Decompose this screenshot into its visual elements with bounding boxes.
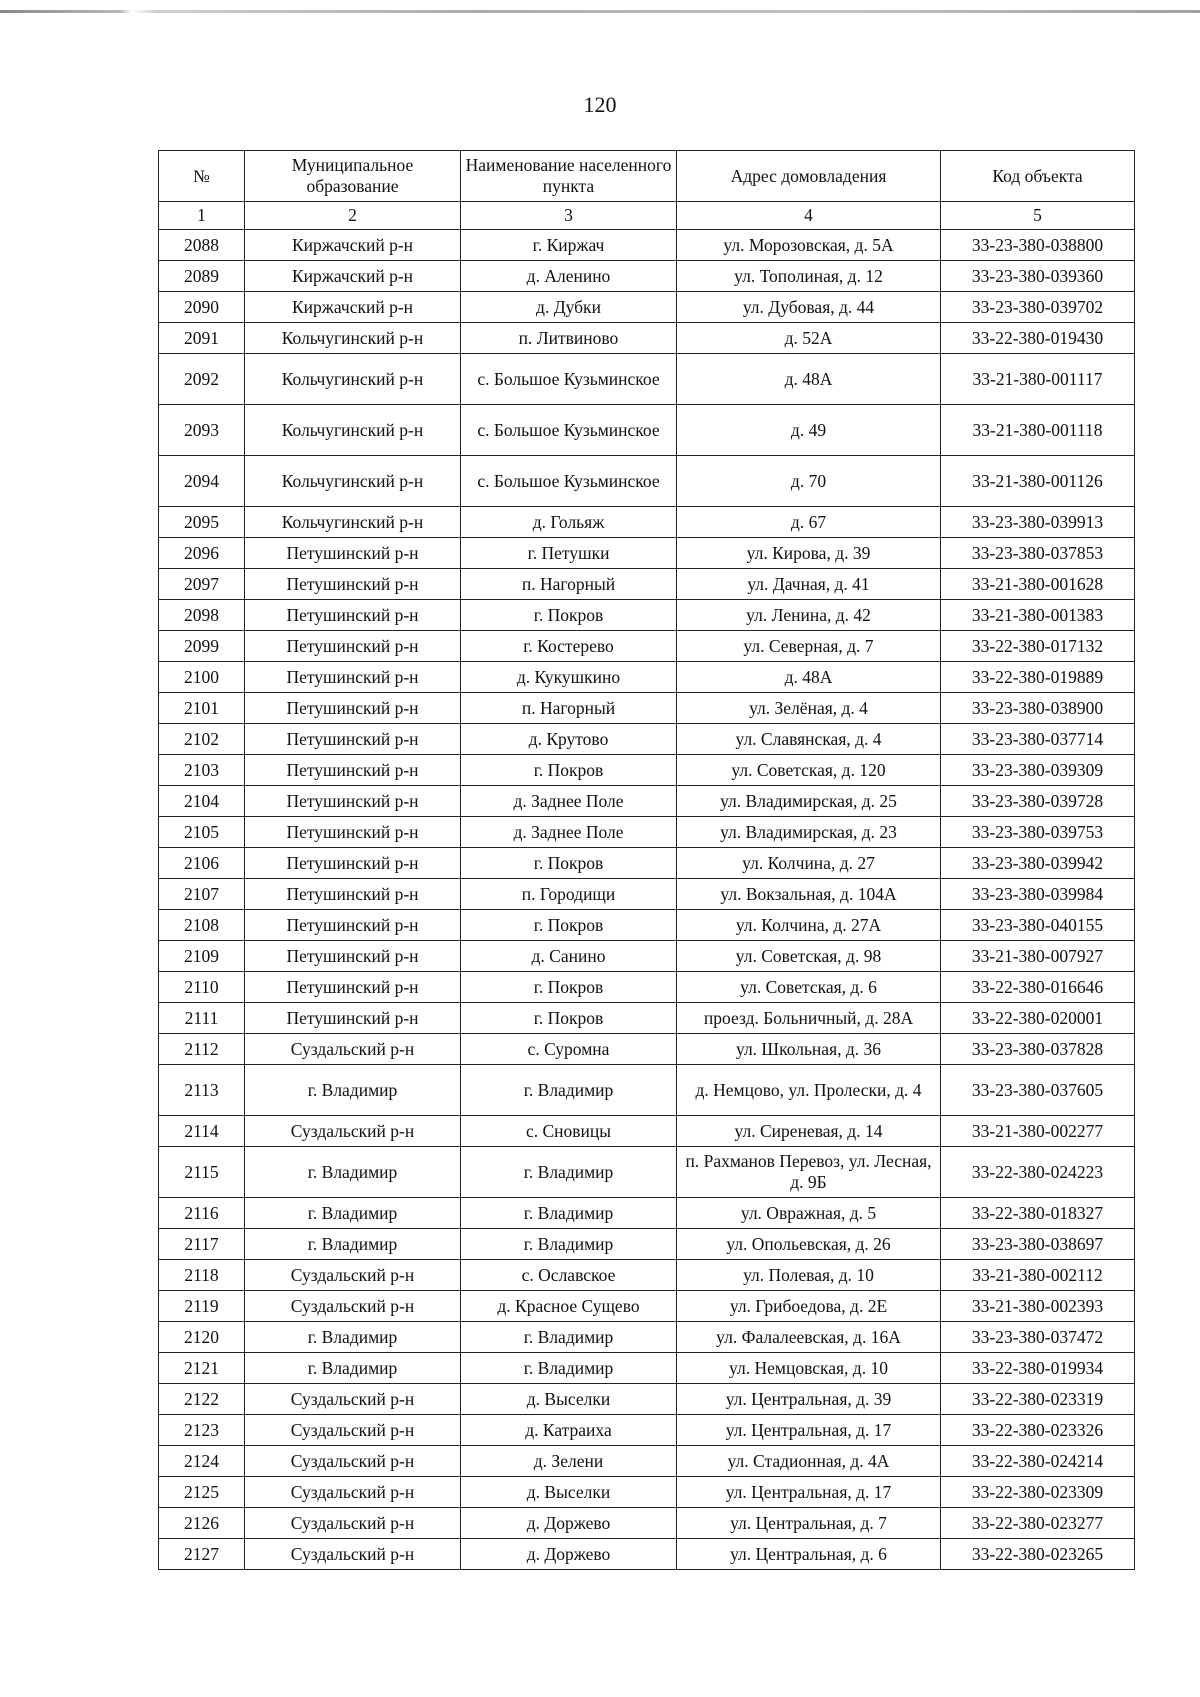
cell-object-code: 33-23-380-039309 [941, 755, 1135, 786]
table-header-row [159, 151, 1135, 202]
cell-settlement: д. Выселки [461, 1384, 677, 1415]
cell-address: д. 70 [677, 456, 941, 507]
cell-object-code: 33-23-380-037714 [941, 724, 1135, 755]
cell-object-code: 33-23-380-039360 [941, 261, 1135, 292]
cell-number: 2091 [159, 323, 245, 354]
table-row [159, 1065, 1135, 1116]
cell-object-code: 33-21-380-007927 [941, 941, 1135, 972]
table-row [159, 786, 1135, 817]
cell-municipality: Суздальский р-н [245, 1384, 461, 1415]
cell-object-code: 33-22-380-023265 [941, 1539, 1135, 1570]
cell-settlement: д. Гольяж [461, 507, 677, 538]
cell-object-code: 33-21-380-002277 [941, 1116, 1135, 1147]
cell-object-code: 33-23-380-037605 [941, 1065, 1135, 1116]
cell-municipality: Петушинский р-н [245, 662, 461, 693]
cell-number: 2111 [159, 1003, 245, 1034]
cell-municipality: г. Владимир [245, 1322, 461, 1353]
table-row [159, 1322, 1135, 1353]
cell-address: д. Немцово, ул. Пролески, д. 4 [677, 1065, 941, 1116]
table-row [159, 662, 1135, 693]
cell-settlement: д. Аленино [461, 261, 677, 292]
cell-number: 2105 [159, 817, 245, 848]
cell-object-code: 33-22-380-017132 [941, 631, 1135, 662]
cell-settlement: с. Большое Кузьминское [461, 456, 677, 507]
cell-settlement: д. Доржево [461, 1539, 677, 1570]
cell-number: 2113 [159, 1065, 245, 1116]
table-row [159, 1291, 1135, 1322]
cell-number: 2099 [159, 631, 245, 662]
cell-object-code: 33-23-380-039728 [941, 786, 1135, 817]
cell-settlement: г. Петушки [461, 538, 677, 569]
cell-number: 2090 [159, 292, 245, 323]
cell-municipality: Суздальский р-н [245, 1508, 461, 1539]
cell-address: ул. Северная, д. 7 [677, 631, 941, 662]
cell-number: 2126 [159, 1508, 245, 1539]
cell-settlement: д. Дубки [461, 292, 677, 323]
cell-settlement: д. Зелени [461, 1446, 677, 1477]
cell-municipality: Кольчугинский р-н [245, 456, 461, 507]
cell-municipality: Киржачский р-н [245, 230, 461, 261]
cell-address: ул. Кирова, д. 39 [677, 538, 941, 569]
cell-municipality: Суздальский р-н [245, 1291, 461, 1322]
table-row [159, 569, 1135, 600]
cell-municipality: Суздальский р-н [245, 1415, 461, 1446]
cell-number: 2109 [159, 941, 245, 972]
cell-object-code: 33-23-380-039913 [941, 507, 1135, 538]
cell-number: 2115 [159, 1147, 245, 1198]
cell-municipality: Петушинский р-н [245, 569, 461, 600]
cell-address: ул. Немцовская, д. 10 [677, 1353, 941, 1384]
cell-municipality: г. Владимир [245, 1229, 461, 1260]
cell-address: ул. Фалалеевская, д. 16А [677, 1322, 941, 1353]
table-row [159, 292, 1135, 323]
cell-settlement: п. Литвиново [461, 323, 677, 354]
table-row [159, 1260, 1135, 1291]
cell-number: 2098 [159, 600, 245, 631]
cell-address: ул. Центральная, д. 6 [677, 1539, 941, 1570]
table-row [159, 1147, 1135, 1198]
cell-object-code: 33-22-380-023319 [941, 1384, 1135, 1415]
cell-object-code: 33-22-380-023326 [941, 1415, 1135, 1446]
cell-settlement: с. Большое Кузьминское [461, 405, 677, 456]
cell-number: 2088 [159, 230, 245, 261]
cell-number: 2122 [159, 1384, 245, 1415]
table-row [159, 1229, 1135, 1260]
cell-municipality: Петушинский р-н [245, 755, 461, 786]
cell-municipality: Киржачский р-н [245, 261, 461, 292]
cell-object-code: 33-22-380-023309 [941, 1477, 1135, 1508]
page-number: 120 [583, 92, 617, 117]
cell-settlement: д. Катраиха [461, 1415, 677, 1446]
cell-address: ул. Вокзальная, д. 104А [677, 879, 941, 910]
cell-municipality: Петушинский р-н [245, 538, 461, 569]
table-row [159, 724, 1135, 755]
cell-object-code: 33-22-380-019889 [941, 662, 1135, 693]
cell-number: 2107 [159, 879, 245, 910]
table-row [159, 848, 1135, 879]
table-row [159, 1003, 1135, 1034]
cell-number: 2112 [159, 1034, 245, 1065]
table-row [159, 817, 1135, 848]
cell-address: ул. Славянская, д. 4 [677, 724, 941, 755]
cell-number: 2104 [159, 786, 245, 817]
column-number: 3 [461, 202, 677, 230]
cell-municipality: г. Владимир [245, 1198, 461, 1229]
cell-municipality: г. Владимир [245, 1353, 461, 1384]
cell-number: 2114 [159, 1116, 245, 1147]
cell-settlement: д. Красное Сущево [461, 1291, 677, 1322]
cell-address: ул. Владимирская, д. 25 [677, 786, 941, 817]
column-number: 5 [941, 202, 1135, 230]
table-row [159, 910, 1135, 941]
cell-settlement: г. Покров [461, 600, 677, 631]
cell-address: д. 49 [677, 405, 941, 456]
cell-settlement: п. Нагорный [461, 693, 677, 724]
column-number: 1 [159, 202, 245, 230]
cell-number: 2118 [159, 1260, 245, 1291]
cell-address: ул. Сиреневая, д. 14 [677, 1116, 941, 1147]
cell-address: ул. Колчина, д. 27 [677, 848, 941, 879]
cell-object-code: 33-21-380-001383 [941, 600, 1135, 631]
cell-address: ул. Дачная, д. 41 [677, 569, 941, 600]
cell-address: ул. Центральная, д. 17 [677, 1415, 941, 1446]
cell-address: ул. Овражная, д. 5 [677, 1198, 941, 1229]
cell-address: ул. Опольевская, д. 26 [677, 1229, 941, 1260]
cell-municipality: Суздальский р-н [245, 1477, 461, 1508]
table-row [159, 507, 1135, 538]
table-row [159, 1034, 1135, 1065]
cell-number: 2106 [159, 848, 245, 879]
cell-address: ул. Советская, д. 98 [677, 941, 941, 972]
cell-settlement: с. Большое Кузьминское [461, 354, 677, 405]
cell-object-code: 33-21-380-002112 [941, 1260, 1135, 1291]
cell-number: 2123 [159, 1415, 245, 1446]
cell-municipality: Суздальский р-н [245, 1446, 461, 1477]
cell-municipality: Петушинский р-н [245, 724, 461, 755]
cell-municipality: Петушинский р-н [245, 631, 461, 662]
table-row [159, 1539, 1135, 1570]
cell-settlement: г. Покров [461, 910, 677, 941]
cell-municipality: Петушинский р-н [245, 879, 461, 910]
cell-settlement: г. Владимир [461, 1322, 677, 1353]
table-row [159, 879, 1135, 910]
table-row [159, 1446, 1135, 1477]
cell-number: 2121 [159, 1353, 245, 1384]
cell-object-code: 33-23-380-040155 [941, 910, 1135, 941]
cell-settlement: г. Покров [461, 1003, 677, 1034]
table-row [159, 538, 1135, 569]
cell-settlement: г. Киржач [461, 230, 677, 261]
cell-number: 2103 [159, 755, 245, 786]
table-row [159, 1384, 1135, 1415]
cell-number: 2125 [159, 1477, 245, 1508]
header-settlement: Наименование населенного пункта [461, 151, 677, 202]
cell-object-code: 33-22-380-016646 [941, 972, 1135, 1003]
column-number: 4 [677, 202, 941, 230]
cell-object-code: 33-22-380-024223 [941, 1147, 1135, 1198]
cell-settlement: г. Покров [461, 972, 677, 1003]
cell-settlement: д. Крутово [461, 724, 677, 755]
cell-municipality: Петушинский р-н [245, 786, 461, 817]
table-row [159, 1198, 1135, 1229]
cell-settlement: д. Выселки [461, 1477, 677, 1508]
table-row [159, 230, 1135, 261]
cell-object-code: 33-21-380-001118 [941, 405, 1135, 456]
header-municipality: Муниципальное образование [245, 151, 461, 202]
cell-settlement: д. Кукушкино [461, 662, 677, 693]
cell-number: 2110 [159, 972, 245, 1003]
cell-object-code: 33-21-380-001628 [941, 569, 1135, 600]
cell-municipality: Суздальский р-н [245, 1116, 461, 1147]
cell-municipality: Петушинский р-н [245, 941, 461, 972]
cell-object-code: 33-23-380-037828 [941, 1034, 1135, 1065]
header-number: № [159, 151, 245, 202]
scan-edge-line [0, 10, 1200, 13]
cell-settlement: п. Городищи [461, 879, 677, 910]
column-number-row [159, 202, 1135, 230]
cell-number: 2097 [159, 569, 245, 600]
cell-number: 2119 [159, 1291, 245, 1322]
cell-address: ул. Дубовая, д. 44 [677, 292, 941, 323]
cell-address: ул. Зелёная, д. 4 [677, 693, 941, 724]
cell-municipality: Суздальский р-н [245, 1539, 461, 1570]
cell-municipality: Петушинский р-н [245, 817, 461, 848]
table-row [159, 693, 1135, 724]
cell-address: ул. Советская, д. 6 [677, 972, 941, 1003]
cell-municipality: Петушинский р-н [245, 910, 461, 941]
cell-address: ул. Грибоедова, д. 2Е [677, 1291, 941, 1322]
table-row [159, 1508, 1135, 1539]
cell-address: ул. Советская, д. 120 [677, 755, 941, 786]
cell-municipality: Кольчугинский р-н [245, 507, 461, 538]
cell-municipality: Петушинский р-н [245, 1003, 461, 1034]
cell-object-code: 33-22-380-019934 [941, 1353, 1135, 1384]
cell-address: ул. Ленина, д. 42 [677, 600, 941, 631]
cell-settlement: г. Покров [461, 755, 677, 786]
cell-address: ул. Тополиная, д. 12 [677, 261, 941, 292]
cell-settlement: г. Владимир [461, 1198, 677, 1229]
cell-address: ул. Колчина, д. 27А [677, 910, 941, 941]
cell-object-code: 33-22-380-024214 [941, 1446, 1135, 1477]
cell-settlement: с. Ославское [461, 1260, 677, 1291]
cell-object-code: 33-21-380-002393 [941, 1291, 1135, 1322]
cell-municipality: Петушинский р-н [245, 972, 461, 1003]
cell-settlement: г. Владимир [461, 1353, 677, 1384]
cell-object-code: 33-21-380-001117 [941, 354, 1135, 405]
table-row [159, 323, 1135, 354]
cell-settlement: д. Доржево [461, 1508, 677, 1539]
table-row [159, 1116, 1135, 1147]
cell-address: проезд. Больничный, д. 28А [677, 1003, 941, 1034]
cell-object-code: 33-23-380-038800 [941, 230, 1135, 261]
cell-number: 2117 [159, 1229, 245, 1260]
cell-settlement: д. Заднее Поле [461, 786, 677, 817]
table-row [159, 600, 1135, 631]
cell-settlement: д. Санино [461, 941, 677, 972]
cell-settlement: г. Владимир [461, 1229, 677, 1260]
registry-table [158, 150, 1135, 1570]
cell-settlement: п. Нагорный [461, 569, 677, 600]
cell-number: 2127 [159, 1539, 245, 1570]
cell-address: д. 48А [677, 354, 941, 405]
table-row [159, 941, 1135, 972]
table-row [159, 1477, 1135, 1508]
cell-object-code: 33-23-380-039702 [941, 292, 1135, 323]
cell-number: 2124 [159, 1446, 245, 1477]
table-body [159, 230, 1135, 1570]
cell-address: ул. Морозовская, д. 5А [677, 230, 941, 261]
table-row [159, 972, 1135, 1003]
cell-object-code: 33-23-380-037472 [941, 1322, 1135, 1353]
cell-number: 2108 [159, 910, 245, 941]
cell-number: 2094 [159, 456, 245, 507]
cell-number: 2092 [159, 354, 245, 405]
cell-address: ул. Полевая, д. 10 [677, 1260, 941, 1291]
cell-municipality: Кольчугинский р-н [245, 354, 461, 405]
cell-address: ул. Стадионная, д. 4А [677, 1446, 941, 1477]
cell-address: д. 48А [677, 662, 941, 693]
cell-settlement: с. Суромна [461, 1034, 677, 1065]
cell-municipality: Суздальский р-н [245, 1034, 461, 1065]
table-row [159, 755, 1135, 786]
cell-settlement: г. Покров [461, 848, 677, 879]
cell-number: 2095 [159, 507, 245, 538]
cell-object-code: 33-22-380-018327 [941, 1198, 1135, 1229]
cell-address: ул. Центральная, д. 39 [677, 1384, 941, 1415]
cell-object-code: 33-23-380-039753 [941, 817, 1135, 848]
registry-table-container [158, 150, 1134, 1570]
cell-settlement: с. Сновицы [461, 1116, 677, 1147]
cell-number: 2100 [159, 662, 245, 693]
cell-municipality: Петушинский р-н [245, 600, 461, 631]
cell-municipality: Петушинский р-н [245, 848, 461, 879]
cell-municipality: Суздальский р-н [245, 1260, 461, 1291]
cell-number: 2089 [159, 261, 245, 292]
table-row [159, 631, 1135, 662]
cell-object-code: 33-23-380-038697 [941, 1229, 1135, 1260]
cell-municipality: г. Владимир [245, 1147, 461, 1198]
cell-address: ул. Центральная, д. 17 [677, 1477, 941, 1508]
cell-municipality: г. Владимир [245, 1065, 461, 1116]
cell-municipality: Петушинский р-н [245, 693, 461, 724]
cell-address: п. Рахманов Перевоз, ул. Лесная, д. 9Б [677, 1147, 941, 1198]
cell-number: 2093 [159, 405, 245, 456]
table-row [159, 456, 1135, 507]
cell-number: 2120 [159, 1322, 245, 1353]
cell-object-code: 33-22-380-020001 [941, 1003, 1135, 1034]
header-address: Адрес домовладения [677, 151, 941, 202]
cell-address: д. 67 [677, 507, 941, 538]
cell-address: д. 52А [677, 323, 941, 354]
cell-settlement: г. Владимир [461, 1147, 677, 1198]
cell-settlement: д. Заднее Поле [461, 817, 677, 848]
cell-settlement: г. Костерево [461, 631, 677, 662]
header-object-code: Код объекта [941, 151, 1135, 202]
cell-object-code: 33-23-380-037853 [941, 538, 1135, 569]
cell-number: 2102 [159, 724, 245, 755]
cell-object-code: 33-23-380-039984 [941, 879, 1135, 910]
cell-number: 2096 [159, 538, 245, 569]
cell-settlement: г. Владимир [461, 1065, 677, 1116]
table-row [159, 261, 1135, 292]
cell-municipality: Киржачский р-н [245, 292, 461, 323]
table-row [159, 1353, 1135, 1384]
table-row [159, 405, 1135, 456]
cell-object-code: 33-21-380-001126 [941, 456, 1135, 507]
table-row [159, 1415, 1135, 1446]
cell-object-code: 33-22-380-019430 [941, 323, 1135, 354]
cell-object-code: 33-22-380-023277 [941, 1508, 1135, 1539]
cell-number: 2101 [159, 693, 245, 724]
cell-address: ул. Школьная, д. 36 [677, 1034, 941, 1065]
table-row [159, 354, 1135, 405]
cell-object-code: 33-23-380-039942 [941, 848, 1135, 879]
column-number: 2 [245, 202, 461, 230]
cell-municipality: Кольчугинский р-н [245, 323, 461, 354]
cell-object-code: 33-23-380-038900 [941, 693, 1135, 724]
cell-number: 2116 [159, 1198, 245, 1229]
cell-municipality: Кольчугинский р-н [245, 405, 461, 456]
cell-address: ул. Центральная, д. 7 [677, 1508, 941, 1539]
cell-address: ул. Владимирская, д. 23 [677, 817, 941, 848]
